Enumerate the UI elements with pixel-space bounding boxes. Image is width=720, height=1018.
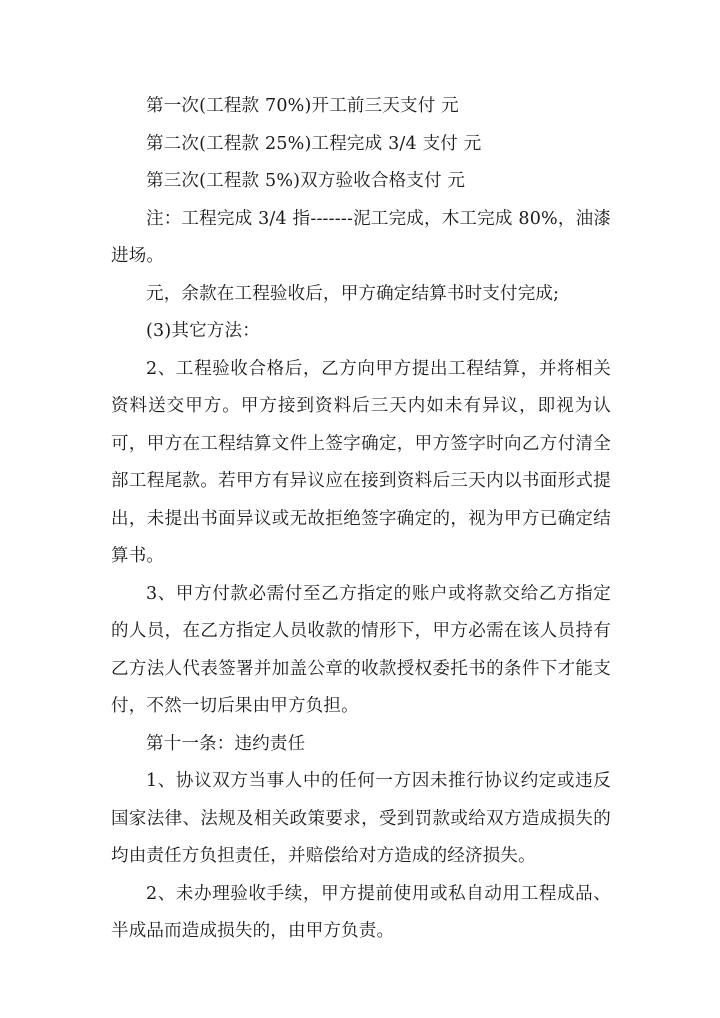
- balance-payment-paragraph: 元，余款在工程验收后，甲方确定结算书时支付完成;: [146, 283, 560, 304]
- breach-clause-1-paragraph: 1、协议双方当事人中的任何一方因未推行协议约定或违反国家法律、法规及相关政策要求，受到罚款或给双方造成损失的均由责任方负担责任，并赔偿给对方造成的经济损失。: [111, 771, 611, 866]
- article-eleven-heading: 第十一条：违约责任: [146, 733, 306, 754]
- clause-settlement-paragraph: 2、工程验收合格后，乙方向甲方提出工程结算，并将相关资料送交甲方。甲方接到资料后三天内如未有异议，即视为认可，甲方在工程结算文件上签字确定，甲方签字时向乙方付清全部工程尾款。若甲方有异议应在接到资料后三天内以书面形式提出，未提出书面异议或无故拒绝签字确定的，视为甲方已确定结算书。: [111, 358, 611, 566]
- document-page: [111, 88, 611, 951]
- other-methods-heading: (3)其它方法：: [146, 321, 260, 341]
- breach-clause-2-paragraph: 2、未办理验收手续，甲方提前使用或私自动用工程成品、半成品而造成损失的，由甲方负责。: [111, 883, 611, 941]
- clause-payment-account-paragraph: 3、甲方付款必需付至乙方指定的账户或将款交给乙方指定的人员，在乙方指定人员收款的情形下，甲方必需在该人员持有乙方法人代表签署并加盖公章的收款授权委托书的条件下才能支付，不然一切后果由甲方负担。: [111, 583, 611, 716]
- payment-third-installment: 第三次(工程款 5%)双方验收合格支付 元: [146, 171, 466, 191]
- payment-first-installment: 第一次(工程款 70%)开工前三天支付 元: [146, 96, 459, 116]
- payment-second-installment: 第二次(工程款 25%)工程完成 3/4 支付 元: [146, 133, 482, 154]
- payment-note: 注：工程完成 3/4 指-------泥工完成，木工完成 80%，油漆进场。: [111, 208, 611, 266]
